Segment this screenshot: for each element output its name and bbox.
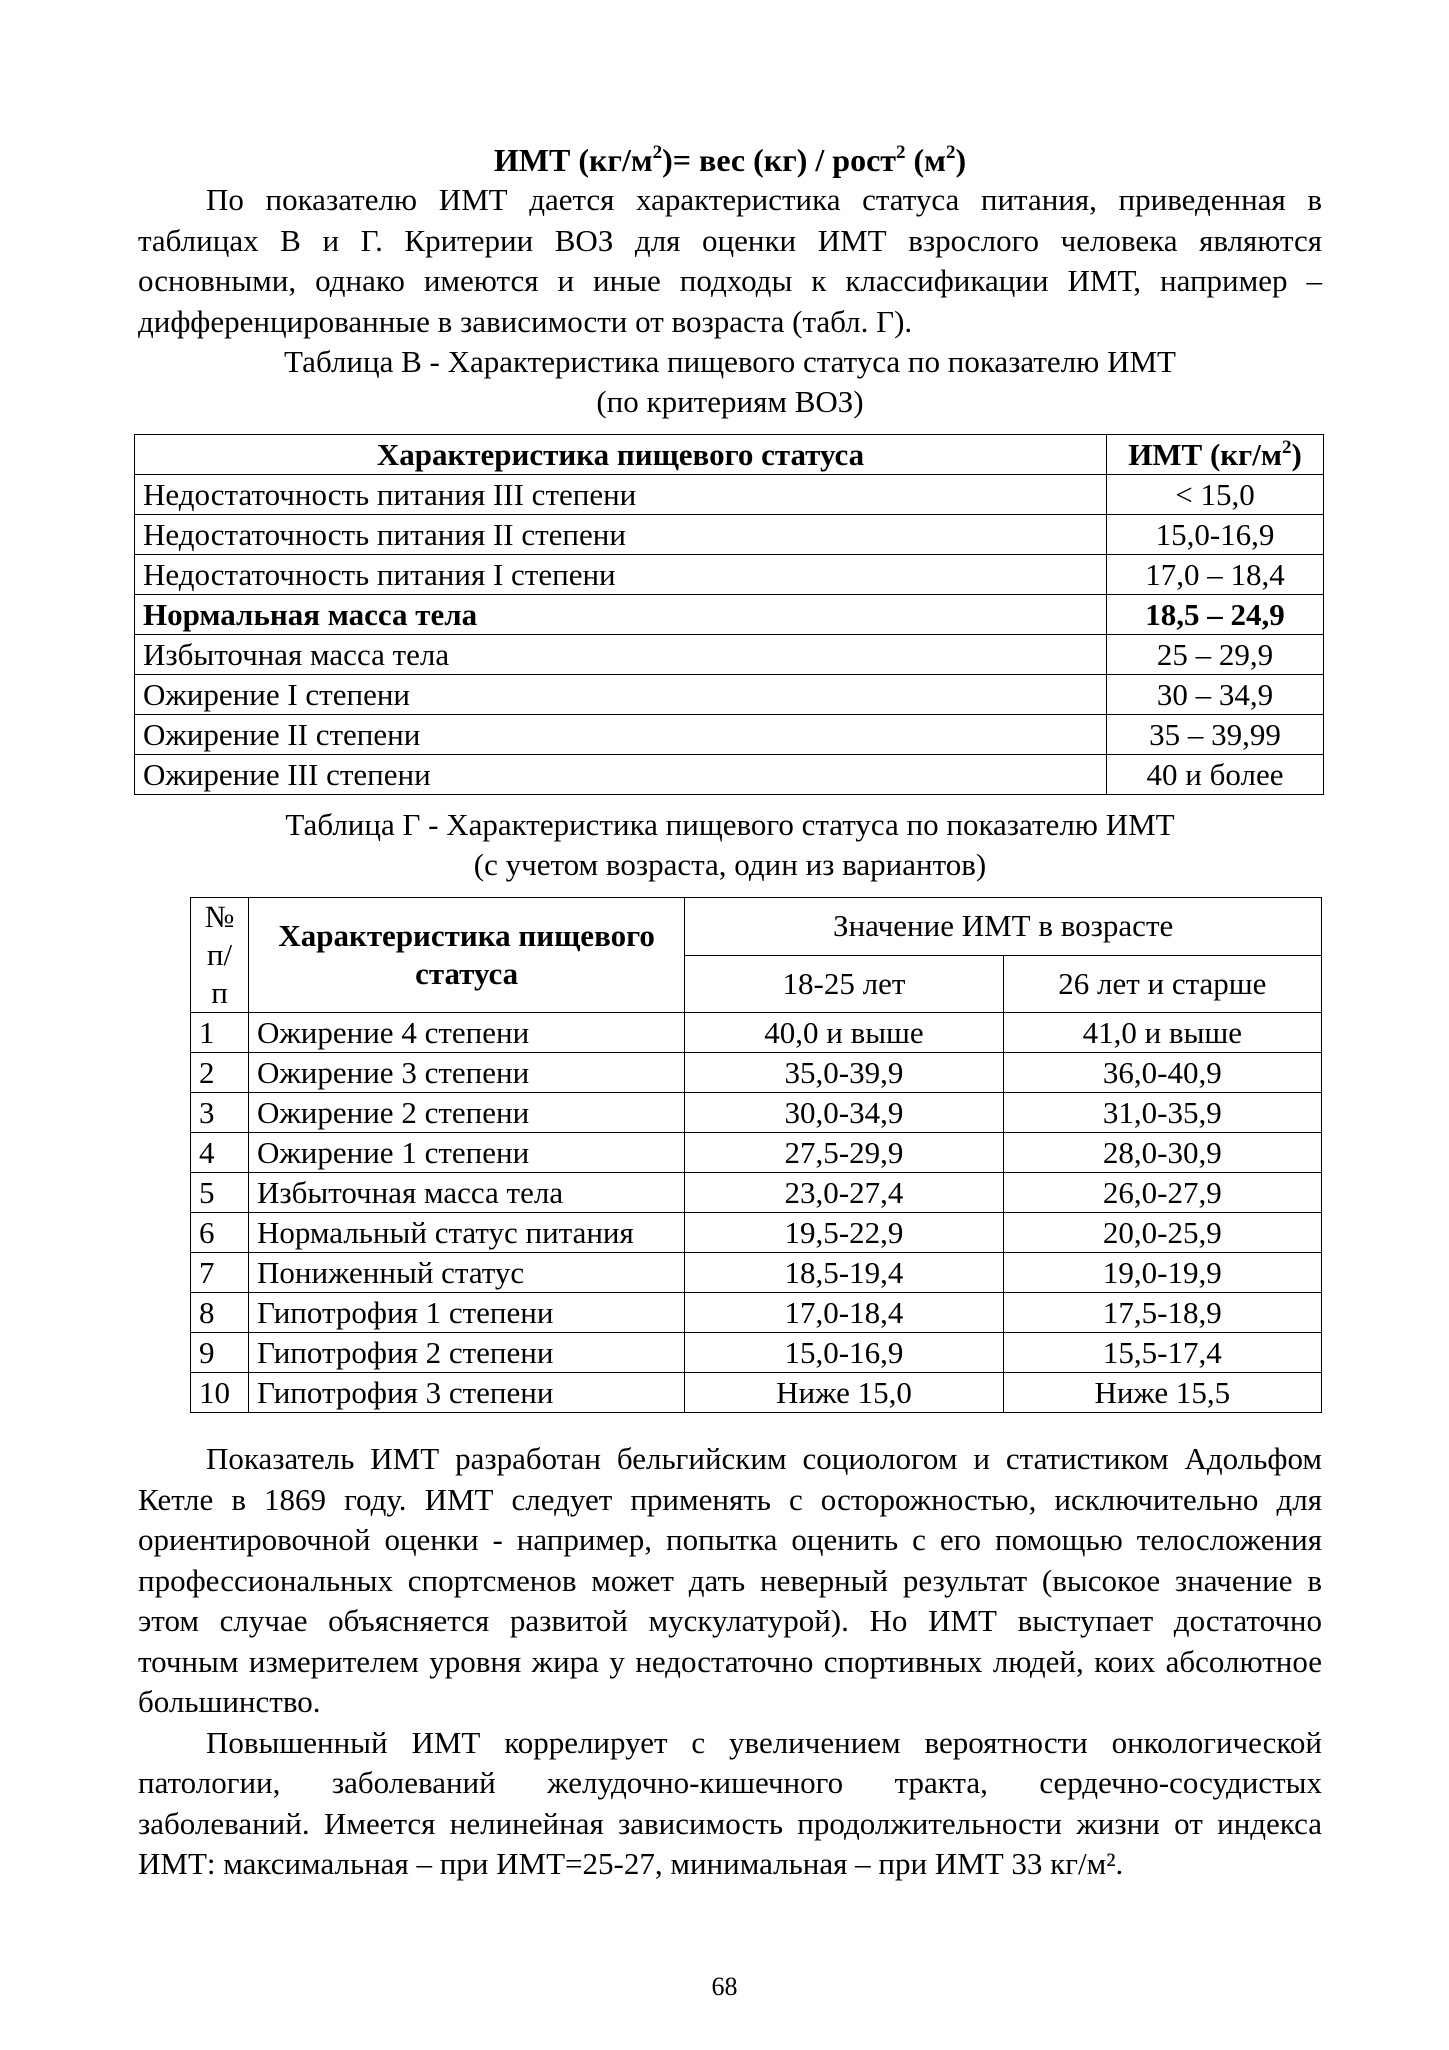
- table-g-body: [191, 1013, 1322, 1413]
- status-label-cell: Ожирение 3 степени: [248, 1053, 684, 1093]
- bmi-value-cell: 18,5 – 24,9: [1107, 595, 1324, 635]
- table-row: [135, 515, 1324, 555]
- bmi-age2-cell: 26,0-27,9: [1003, 1173, 1321, 1213]
- paragraph-risk: Повышенный ИМТ коррелирует с увеличением вероятности онкологической патологии, заболеваний желудочно-кишечного тракта, сердечно-сосудистых заболеваний. Имеется нелинейная зависимость продолжительности жизни от индекса ИМТ: максимальная – при ИМТ=25-27, минимальная – при ИМТ 33 кг/м².: [138, 1724, 1322, 1881]
- bmi-age1-cell: 35,0-39,9: [685, 1053, 1003, 1093]
- bmi-age1-cell: 23,0-27,4: [685, 1173, 1003, 1213]
- bmi-age2-cell: 41,0 и выше: [1003, 1013, 1321, 1053]
- table-g-header-age2: 26 лет и старше: [1003, 955, 1321, 1013]
- row-number-cell: 3: [191, 1093, 249, 1133]
- table-row: [191, 1293, 1322, 1333]
- status-label-cell: Ожирение II степени: [135, 715, 1107, 755]
- table-row: [191, 1213, 1322, 1253]
- bmi-value-cell: 25 – 29,9: [1107, 635, 1324, 675]
- header-num-line2: п/п: [206, 937, 233, 1010]
- formula-sup: 2: [652, 142, 663, 163]
- bmi-age1-cell: 19,5-22,9: [685, 1213, 1003, 1253]
- bmi-age1-cell: 30,0-34,9: [685, 1093, 1003, 1133]
- table-g-header-value-group: Значение ИМТ в возрасте: [685, 898, 1322, 956]
- table-v-body: [135, 475, 1324, 795]
- bmi-age1-cell: 17,0-18,4: [685, 1293, 1003, 1333]
- table-row: [191, 1253, 1322, 1293]
- row-number-cell: 1: [191, 1013, 249, 1053]
- paragraph-quetelet: Показатель ИМТ разработан бельгийским социологом и статистиком Адольфом Кетле в 1869 году. ИМТ следует применять с осторожностью, исключительно для ориентировочной оценки - например, попытка оценить с его помощью телосложения профессиональных спортсменов может дать неверный результат (высокое значение в этом случае объясняется развитой мускулатурой). Но ИМТ выступает достаточно точным измерителем уровня жира у недостаточно спортивных людей, коих абсолютное большинство.: [138, 1441, 1322, 1719]
- table-header-row: [191, 898, 1322, 956]
- table-row: [135, 675, 1324, 715]
- header-label-line2: статуса: [415, 956, 519, 991]
- table-v: [134, 434, 1324, 795]
- bmi-age2-cell: 28,0-30,9: [1003, 1133, 1321, 1173]
- bmi-age1-cell: 15,0-16,9: [685, 1333, 1003, 1373]
- formula-sup: 2: [896, 142, 906, 163]
- status-label-cell: Недостаточность питания II степени: [135, 515, 1107, 555]
- status-label-cell: Недостаточность питания I степени: [135, 555, 1107, 595]
- formula-middle: )= вес (кг) / рост: [662, 142, 896, 178]
- formula-right-close: ): [955, 142, 967, 178]
- table-g-caption-line1: Таблица Г - Характеристика пищевого статуса по показателю ИМТ: [285, 807, 1175, 842]
- table-row: [191, 1133, 1322, 1173]
- header-num-line1: №: [204, 899, 235, 934]
- status-label-cell: Ожирение 4 степени: [248, 1013, 684, 1053]
- bmi-value-cell: < 15,0: [1107, 475, 1324, 515]
- row-number-cell: 9: [191, 1333, 249, 1373]
- status-label-cell: Ожирение I степени: [135, 675, 1107, 715]
- table-row: [135, 755, 1324, 795]
- table-v-caption-line2: (по критериям ВОЗ): [596, 384, 864, 419]
- bmi-value-cell: 17,0 – 18,4: [1107, 555, 1324, 595]
- bmi-value-cell: 40 и более: [1107, 755, 1324, 795]
- table-g: [190, 897, 1322, 1413]
- table-g-caption-line2: (с учетом возраста, один из вариантов): [473, 847, 987, 882]
- table-row: [191, 1333, 1322, 1373]
- status-label-cell: Недостаточность питания III степени: [135, 475, 1107, 515]
- row-number-cell: 2: [191, 1053, 249, 1093]
- row-number-cell: 10: [191, 1373, 249, 1413]
- table-g-header-num: [191, 898, 249, 1013]
- bmi-age2-cell: 19,0-19,9: [1003, 1253, 1321, 1293]
- status-label-cell: Ожирение III степени: [135, 755, 1107, 795]
- header-value-text: ИМТ (кг/м: [1128, 436, 1282, 472]
- table-v-header-label: Характеристика пищевого статуса: [135, 435, 1107, 475]
- status-label-cell: Гипотрофия 2 степени: [248, 1333, 684, 1373]
- status-label-cell: Пониженный статус: [248, 1253, 684, 1293]
- status-label-cell: Гипотрофия 1 степени: [248, 1293, 684, 1333]
- table-row: [191, 1093, 1322, 1133]
- formula-right: (м: [905, 142, 946, 178]
- table-g-header-label: [248, 898, 684, 1013]
- row-number-cell: 7: [191, 1253, 249, 1293]
- table-header-row: [135, 435, 1324, 475]
- status-label-cell: Ожирение 2 степени: [248, 1093, 684, 1133]
- table-row: [135, 475, 1324, 515]
- table-g-header-age1: 18-25 лет: [685, 955, 1003, 1013]
- table-v-caption-line1: Таблица В - Характеристика пищевого статуса по показателю ИМТ: [284, 344, 1176, 379]
- bmi-value-cell: 30 – 34,9: [1107, 675, 1324, 715]
- status-label-cell: Избыточная масса тела: [135, 635, 1107, 675]
- bmi-age2-cell: 15,5-17,4: [1003, 1333, 1321, 1373]
- row-number-cell: 8: [191, 1293, 249, 1333]
- page-number: 68: [711, 1972, 738, 2001]
- bmi-value-cell: 35 – 39,99: [1107, 715, 1324, 755]
- table-row: [135, 635, 1324, 675]
- table-row: [191, 1053, 1322, 1093]
- bmi-age1-cell: 40,0 и выше: [685, 1013, 1003, 1053]
- formula-left: ИМТ (кг/м: [493, 142, 653, 178]
- row-number-cell: 4: [191, 1133, 249, 1173]
- bmi-age1-cell: 27,5-29,9: [685, 1133, 1003, 1173]
- document-page: [138, 140, 1322, 1885]
- bmi-age1-cell: 18,5-19,4: [685, 1253, 1003, 1293]
- bmi-age2-cell: 17,5-18,9: [1003, 1293, 1321, 1333]
- bmi-age2-cell: Ниже 15,5: [1003, 1373, 1321, 1413]
- status-label-cell: Ожирение 1 степени: [248, 1133, 684, 1173]
- header-value-sup: 2: [1281, 436, 1292, 458]
- status-label-cell: Нормальная масса тела: [135, 595, 1107, 635]
- formula-sup: 2: [945, 142, 956, 163]
- status-label-cell: Гипотрофия 3 степени: [248, 1373, 684, 1413]
- table-row: [191, 1373, 1322, 1413]
- table-row: [135, 595, 1324, 635]
- status-label-cell: Избыточная масса тела: [248, 1173, 684, 1213]
- table-v-header-value: [1107, 435, 1324, 475]
- bmi-age2-cell: 31,0-35,9: [1003, 1093, 1321, 1133]
- bmi-value-cell: 15,0-16,9: [1107, 515, 1324, 555]
- bmi-age2-cell: 20,0-25,9: [1003, 1213, 1321, 1253]
- intro-paragraph: По показателю ИМТ дается характеристика статуса питания, приведенная в таблицах В и Г. Критерии ВОЗ для оценки ИМТ взрослого человека являются основными, однако имеются и иные подходы к классификации ИМТ, например – дифференцированные в зависимости от возраста (табл. Г).: [138, 182, 1322, 339]
- table-row: [191, 1013, 1322, 1053]
- bmi-age1-cell: Ниже 15,0: [685, 1373, 1003, 1413]
- table-row: [135, 715, 1324, 755]
- table-row: [135, 555, 1324, 595]
- table-row: [191, 1173, 1322, 1213]
- row-number-cell: 6: [191, 1213, 249, 1253]
- header-label-line1: Характеристика пищевого: [278, 918, 655, 953]
- header-value-close: ): [1291, 436, 1302, 472]
- bmi-formula: [138, 140, 1322, 180]
- row-number-cell: 5: [191, 1173, 249, 1213]
- bmi-age2-cell: 36,0-40,9: [1003, 1053, 1321, 1093]
- status-label-cell: Нормальный статус питания: [248, 1213, 684, 1253]
